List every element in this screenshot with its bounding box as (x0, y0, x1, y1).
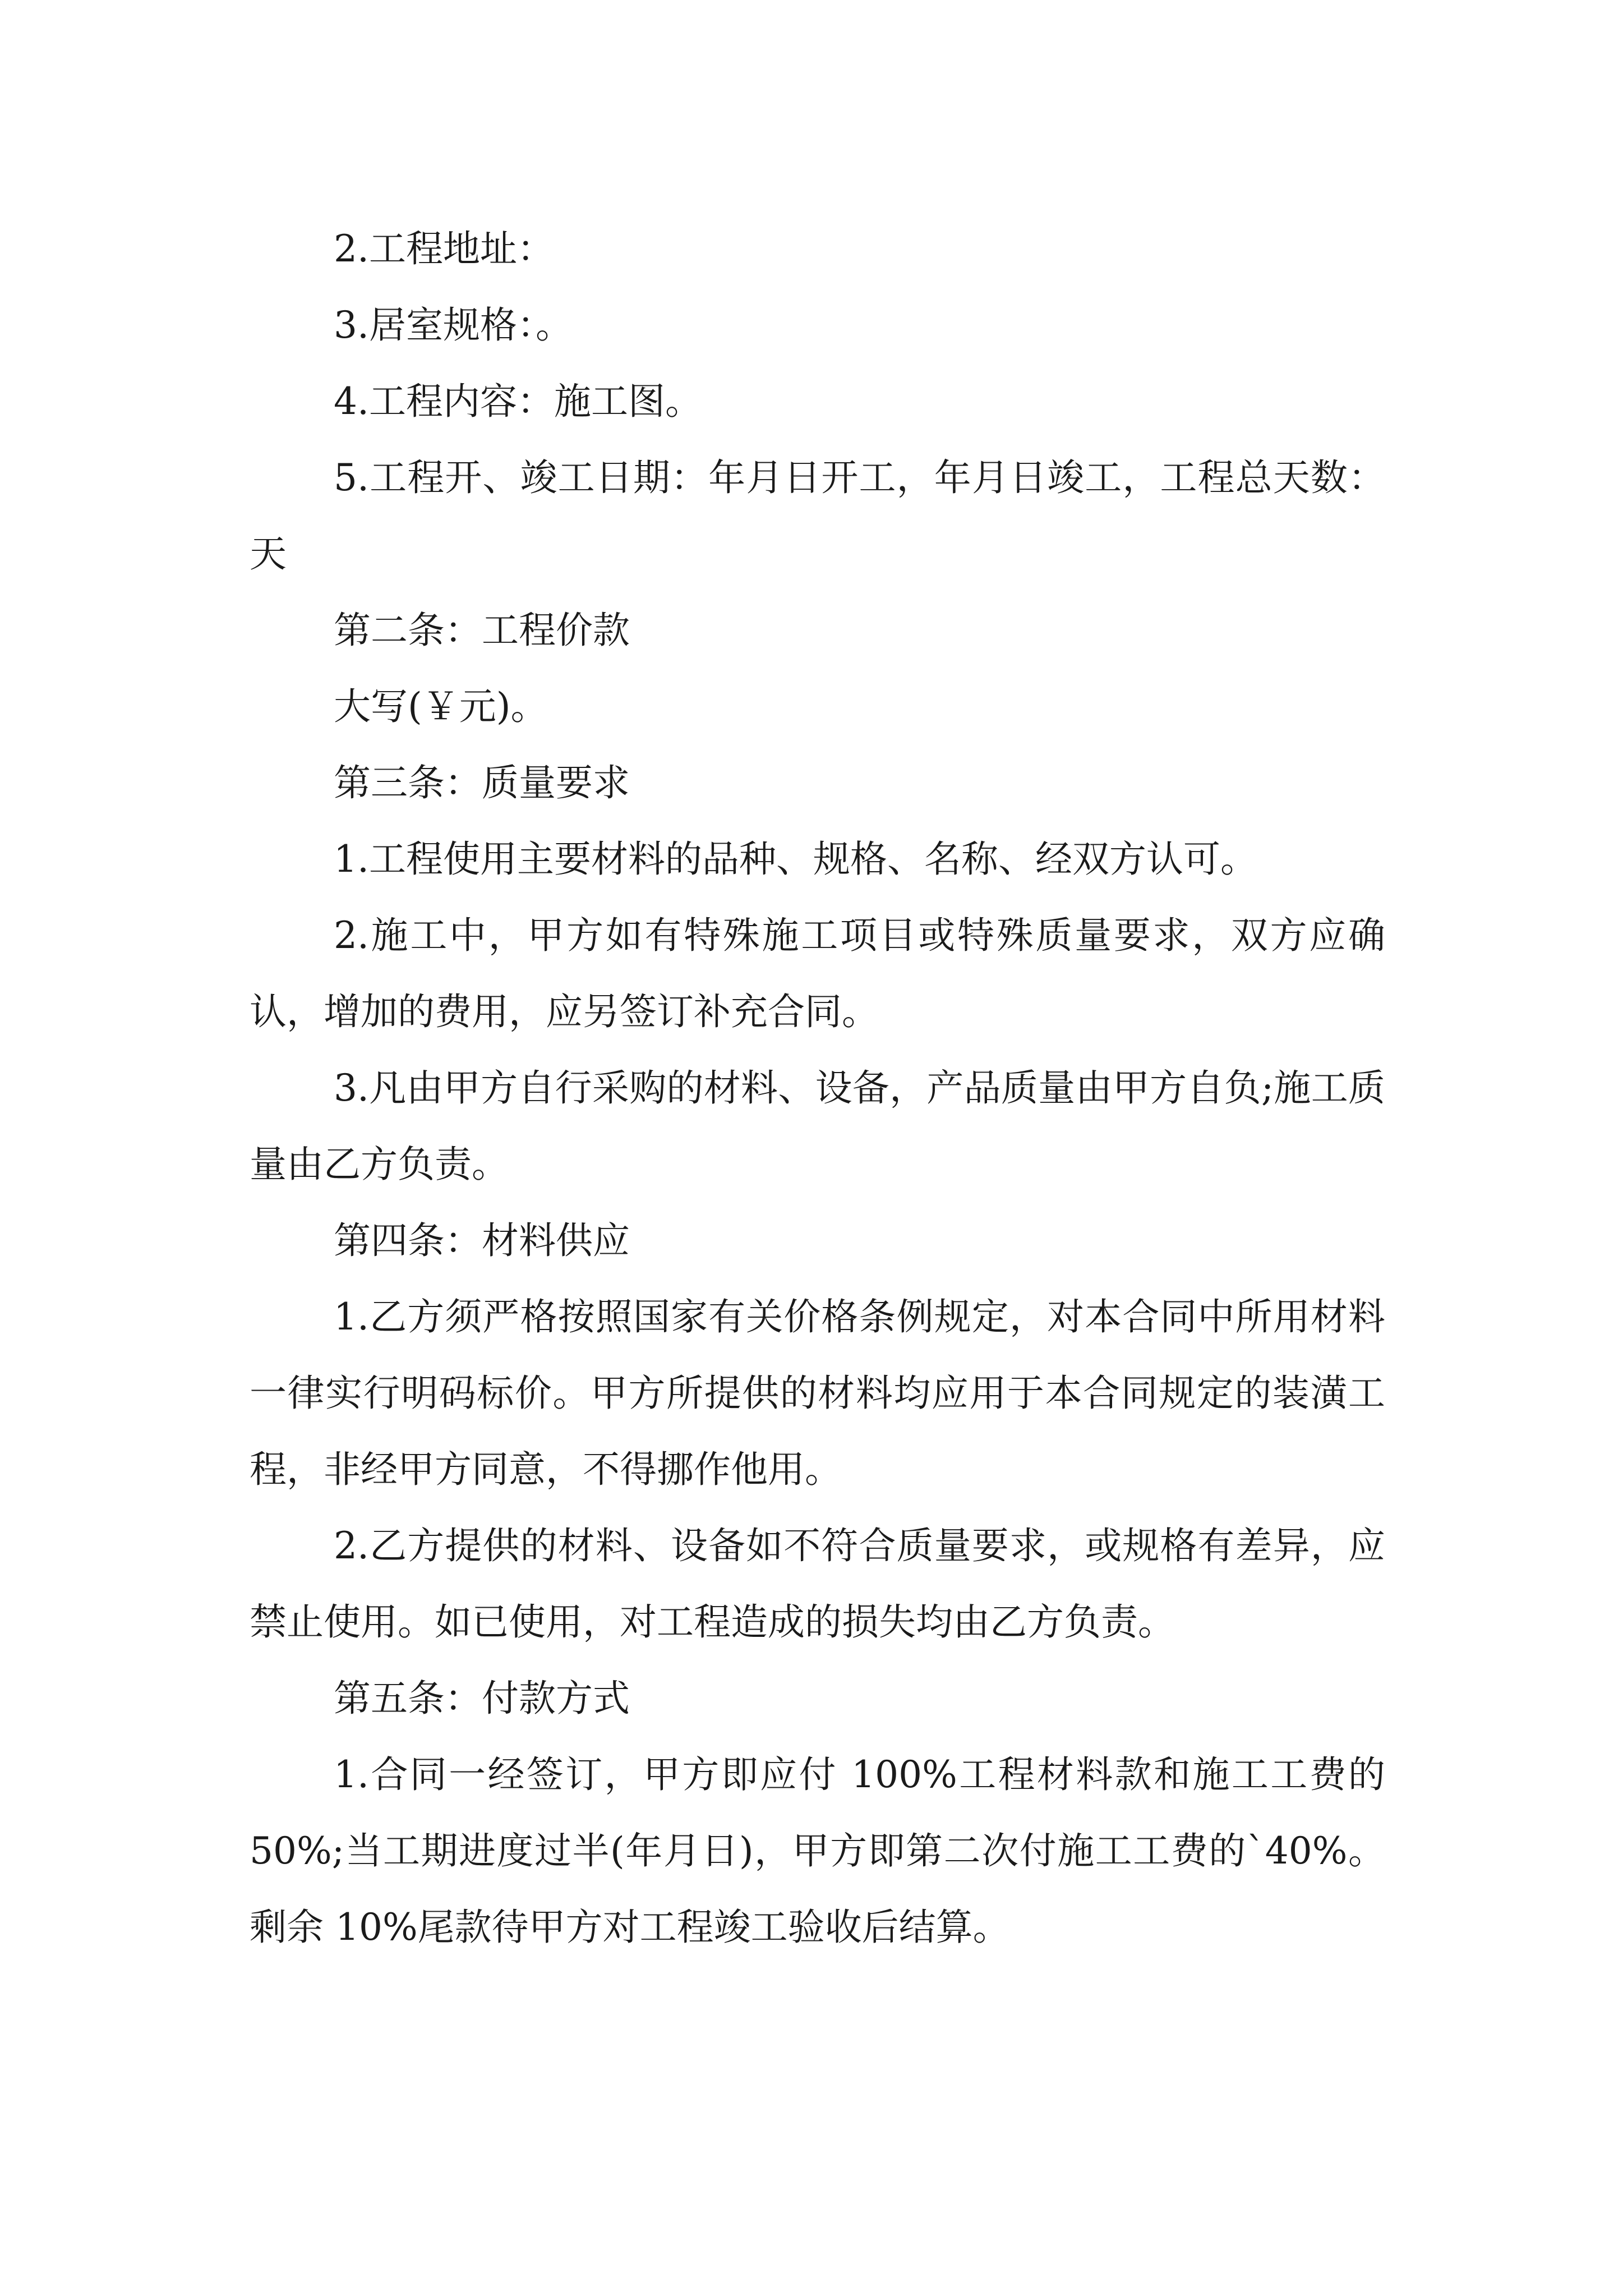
payment-item-1: 1.合同一经签订，甲方即应付 100%工程材料款和施工工费的 50%;当工期进度过半(年月日)，甲方即第二次付施工工费的`40%。剩余 10%尾款待甲方对工程竣工验收后结算。 (250, 1753, 1385, 1949)
clause-item-room-spec: 3.居室规格：。 (334, 303, 573, 347)
document-body (250, 211, 1385, 1966)
clause-item-address: 2.工程地址： (334, 227, 554, 270)
article-heading-price: 第二条：工程价款 (334, 609, 630, 652)
materials-item-2: 2.乙方提供的材料、设备如不符合质量要求，或规格有差异，应禁止使用。如已使用，对工程造成的损失均由乙方负责。 (250, 1524, 1385, 1644)
article-heading-quality: 第三条：质量要求 (334, 761, 630, 804)
article-heading-materials: 第四条：材料供应 (334, 1219, 630, 1262)
quality-item-2: 2.施工中，甲方如有特殊施工项目或特殊质量要求，双方应确认，增加的费用，应另签订补充合同。 (250, 914, 1385, 1033)
price-amount: 大写(￥元)。 (334, 685, 548, 728)
quality-item-1: 1.工程使用主要材料的品种、规格、名称、经双方认可。 (334, 838, 1257, 881)
quality-item-3: 3.凡由甲方自行采购的材料、设备，产品质量由甲方自负;施工质量由乙方负责。 (250, 1066, 1385, 1186)
clause-item-work-content: 4.工程内容：施工图。 (334, 380, 702, 423)
clause-item-schedule: 5.工程开、竣工日期：年月日开工，年月日竣工，工程总天数：天 (250, 456, 1385, 576)
materials-item-1: 1.乙方须严格按照国家有关价格条例规定，对本合同中所用材料一律实行明码标价。甲方所提供的材料均应用于本合同规定的装潢工程，非经甲方同意，不得挪作他用。 (250, 1295, 1385, 1491)
article-heading-payment: 第五条：付款方式 (334, 1677, 630, 1720)
